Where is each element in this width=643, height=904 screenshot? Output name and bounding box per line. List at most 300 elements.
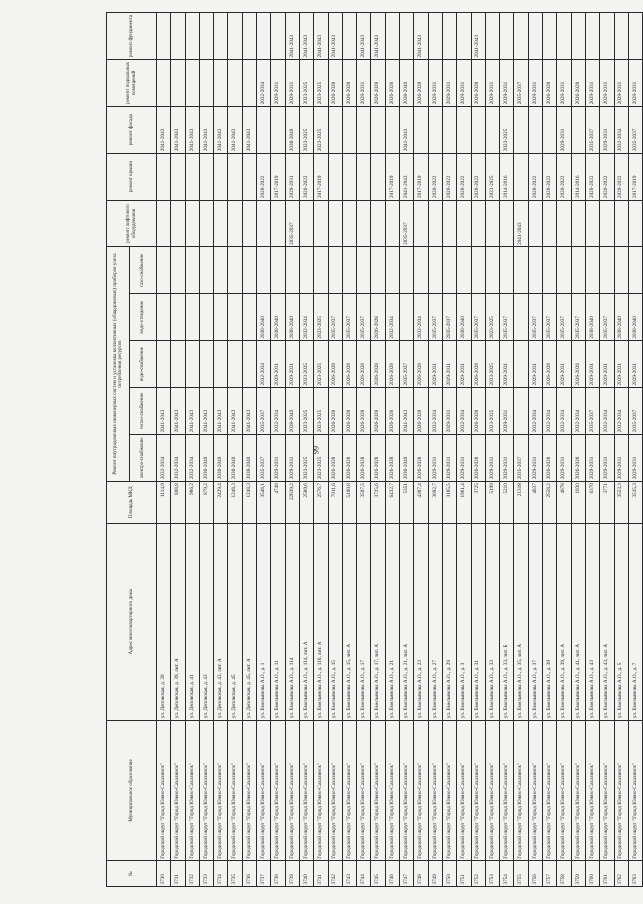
cell-municipality: Городской округ "Город Южно-Сахалинск" [628, 720, 642, 861]
cell-electro: 2032-2034 [157, 434, 171, 481]
cell-water: 2026-2028 [471, 341, 485, 388]
cell-heat: 2041-2043 [228, 387, 242, 434]
cell-area: 986,2 [185, 481, 199, 523]
cell-basement: 2029-2031 [442, 59, 456, 106]
cell-foundation [614, 13, 628, 60]
cell-water: 2029-2031 [500, 341, 514, 388]
cell-heat: 2026-2028 [357, 387, 371, 434]
cell-elevator [471, 200, 485, 247]
cell-elevator [600, 200, 614, 247]
cell-municipality: Городской округ "Город Южно-Сахалинск" [571, 720, 585, 861]
header-facade: ремонт фасада [107, 106, 157, 153]
cell-municipality: Городской округ "Город Южно-Сахалинск" [514, 720, 528, 861]
cell-facade [428, 106, 442, 153]
cell-electro: 2029-2031 [285, 434, 299, 481]
cell-municipality: Городской округ "Город Южно-Сахалинск" [199, 720, 213, 861]
cell-sewer: 2038-2040 [585, 294, 599, 341]
cell-facade: 2041-2043 [242, 106, 256, 153]
cell-address: ул. Емельянова А.О., д. 1 [257, 523, 271, 720]
table-row [628, 13, 642, 887]
cell-roof: 2020-2022 [543, 153, 557, 200]
cell-foundation [228, 13, 242, 60]
cell-gas [457, 247, 471, 294]
cell-elevator [271, 200, 285, 247]
header-basement: ремонт подвальных помещений [107, 59, 157, 106]
cell-area: 22839,2 [285, 481, 299, 523]
cell-heat: 2035-2037 [585, 387, 599, 434]
cell-num: 3732 [185, 861, 199, 887]
cell-area: 3546,1 [257, 481, 271, 523]
cell-sewer [199, 294, 213, 341]
cell-gas [485, 247, 499, 294]
cell-electro: 2038-2040 [199, 434, 213, 481]
cell-address: ул. Емельянова А.О., д. 17, лит. А [371, 523, 385, 720]
cell-elevator [571, 200, 585, 247]
cell-municipality: Городской округ "Город Южно-Сахалинск" [185, 720, 199, 861]
cell-roof [199, 153, 213, 200]
cell-heat: 2023-2025 [314, 387, 328, 434]
cell-facade [442, 106, 456, 153]
cell-address: ул. Емельянова А.О., д. 43, лит. А [600, 523, 614, 720]
cell-water: 2023-2025 [485, 341, 499, 388]
cell-facade [514, 106, 528, 153]
cell-elevator [614, 200, 628, 247]
cell-facade [271, 106, 285, 153]
cell-area: 4837 [528, 481, 542, 523]
cell-elevator [228, 200, 242, 247]
cell-sewer [171, 294, 185, 341]
header-roof: ремонт крыши [107, 153, 157, 200]
cell-area: 3185,5 [442, 481, 456, 523]
cell-electro: 2026-2028 [357, 434, 371, 481]
cell-address: ул. Емельянова А.О., д. 29 [442, 523, 456, 720]
cell-sewer: 2035-2037 [528, 294, 542, 341]
cell-water [228, 341, 242, 388]
cell-heat: 2032-2034 [571, 387, 585, 434]
table-row [385, 13, 399, 887]
cell-heat: 2032-2034 [528, 387, 542, 434]
cell-gas [385, 247, 399, 294]
table-row [342, 13, 356, 887]
cell-num: 3746 [385, 861, 399, 887]
cell-electro: 2038-2040 [228, 434, 242, 481]
cell-num: 3741 [314, 861, 328, 887]
cell-facade: 2035-2037 [628, 106, 642, 153]
cell-basement: 2032-2034 [257, 59, 271, 106]
cell-area: 2589,6 [299, 481, 313, 523]
cell-sewer: 2038-2040 [271, 294, 285, 341]
cell-basement: 2029-2031 [357, 59, 371, 106]
cell-facade [471, 106, 485, 153]
cell-basement: 2029-2031 [457, 59, 471, 106]
cell-heat: 2041-2043 [157, 387, 171, 434]
cell-basement: 2026-2028 [414, 59, 428, 106]
cell-foundation [628, 13, 642, 60]
cell-basement: 2026-2028 [371, 59, 385, 106]
cell-address: ул. Емельянова А.О., д. 114, лит. А [299, 523, 313, 720]
cell-area: 3725,6 [371, 481, 385, 523]
cell-address: ул. Деповская, д. 45, лит. А [242, 523, 256, 720]
cell-water: 2035-2037 [400, 341, 414, 388]
cell-num: 3743 [342, 861, 356, 887]
cell-electro: 2032-2034 [171, 434, 185, 481]
table-row [357, 13, 371, 887]
cell-num: 3733 [199, 861, 213, 887]
cell-water: 2029-2031 [271, 341, 285, 388]
cell-roof [514, 153, 528, 200]
cell-municipality: Городской округ "Город Южно-Сахалинск" [528, 720, 542, 861]
cell-area: 2558,2 [543, 481, 557, 523]
cell-num: 3748 [414, 861, 428, 887]
cell-area: 5190,8 [342, 481, 356, 523]
cell-gas [500, 247, 514, 294]
table-row [214, 13, 228, 887]
cell-basement: 2026-2028 [543, 59, 557, 106]
cell-num: 3735 [228, 861, 242, 887]
cell-roof: 2020-2022 [471, 153, 485, 200]
cell-basement [199, 59, 213, 106]
cell-facade [528, 106, 542, 153]
header-municipality: Муниципальное образование [107, 720, 157, 861]
cell-area: 3771 [600, 481, 614, 523]
table-row [199, 13, 213, 887]
cell-heat: 2032-2034 [614, 387, 628, 434]
cell-basement: 2029-2031 [585, 59, 599, 106]
cell-address: ул. Емельянова А.О., д. 11 [271, 523, 285, 720]
cell-facade: 2041-2043 [400, 106, 414, 153]
cell-roof: 2020-2022 [442, 153, 456, 200]
cell-municipality: Городской округ "Город Южно-Сахалинск" [500, 720, 514, 861]
cell-heat: 2032-2034 [600, 387, 614, 434]
cell-electro: 2029-2031 [442, 434, 456, 481]
cell-address: ул. Емельянова А.О., д. 7 [628, 523, 642, 720]
cell-foundation [557, 13, 571, 60]
cell-facade: 2029-2031 [600, 106, 614, 153]
table-row [543, 13, 557, 887]
cell-heat: 2041-2043 [242, 387, 256, 434]
cell-foundation [514, 13, 528, 60]
cell-roof: 2017-2019 [385, 153, 399, 200]
cell-facade [485, 106, 499, 153]
cell-municipality: Городской округ "Город Южно-Сахалинск" [400, 720, 414, 861]
cell-sewer: 2035-2037 [357, 294, 371, 341]
cell-sewer [157, 294, 171, 341]
cell-num: 3750 [442, 861, 456, 887]
cell-area: 21318 [514, 481, 528, 523]
cell-area: 1114,9 [157, 481, 171, 523]
cell-sewer: 2035-2037 [571, 294, 585, 341]
cell-water: 2023-2025 [314, 341, 328, 388]
cell-sewer: 2026-2028 [371, 294, 385, 341]
cell-foundation [214, 13, 228, 60]
cell-area: 1930 [571, 481, 585, 523]
cell-sewer [514, 294, 528, 341]
cell-area: 1248,3 [228, 481, 242, 523]
cell-roof [242, 153, 256, 200]
cell-sewer: 2038-2040 [628, 294, 642, 341]
cell-heat [514, 387, 528, 434]
cell-basement: 2035-2037 [514, 59, 528, 106]
cell-municipality: Городской округ "Город Южно-Сахалинск" [342, 720, 356, 861]
cell-sewer: 2023-2025 [485, 294, 499, 341]
cell-municipality: Городской округ "Город Южно-Сахалинск" [471, 720, 485, 861]
cell-sewer: 2035-2037 [328, 294, 342, 341]
cell-facade: 2041-2043 [228, 106, 242, 153]
cell-facade [342, 106, 356, 153]
cell-roof: 2017-2019 [314, 153, 328, 200]
cell-municipality: Городской округ "Город Южно-Сахалинск" [228, 720, 242, 861]
table-row [585, 13, 599, 887]
cell-water: 2026-2028 [328, 341, 342, 388]
cell-sewer: 2032-2034 [385, 294, 399, 341]
cell-elevator: 2035-2037 [285, 200, 299, 247]
cell-roof: 2020-2022 [614, 153, 628, 200]
cell-water: 2029-2031 [557, 341, 571, 388]
cell-address: ул. Деповская, д. 39, лит. А [171, 523, 185, 720]
cell-heat: 2041-2043 [400, 387, 414, 434]
cell-municipality: Городской округ "Город Южно-Сахалинск" [414, 720, 428, 861]
table-body [157, 13, 643, 887]
cell-foundation: 2041-2043 [285, 13, 299, 60]
cell-foundation: 2041-2043 [414, 13, 428, 60]
cell-elevator [342, 200, 356, 247]
cell-roof: 2029-2031 [285, 153, 299, 200]
cell-roof [371, 153, 385, 200]
cell-foundation: 2041-2043 [357, 13, 371, 60]
table-row [457, 13, 471, 887]
cell-basement [242, 59, 256, 106]
cell-num: 3744 [357, 861, 371, 887]
cell-elevator [528, 200, 542, 247]
cell-heat: 2026-2028 [371, 387, 385, 434]
cell-gas [614, 247, 628, 294]
cell-water: 2026-2028 [414, 341, 428, 388]
cell-basement: 2029-2031 [485, 59, 499, 106]
cell-electro: 2035-2037 [514, 434, 528, 481]
cell-basement [185, 59, 199, 106]
cell-foundation [257, 13, 271, 60]
cell-roof: 2017-2019 [414, 153, 428, 200]
header-foundation: ремонт фундамента [107, 13, 157, 60]
cell-heat: 2032-2034 [457, 387, 471, 434]
cell-heat: 2029-2031 [500, 387, 514, 434]
cell-num: 3747 [400, 861, 414, 887]
cell-municipality: Городской округ "Город Южно-Сахалинск" [314, 720, 328, 861]
cell-foundation [543, 13, 557, 60]
cell-foundation [585, 13, 599, 60]
cell-basement: 2029-2031 [628, 59, 642, 106]
table-row [171, 13, 185, 887]
cell-elevator [485, 200, 499, 247]
cell-water: 2029-2031 [585, 341, 599, 388]
cell-basement: 2038-2040 [400, 59, 414, 106]
page-number: 99 [311, 446, 321, 454]
cell-basement: 2029-2031 [614, 59, 628, 106]
cell-sewer: 2035-2037 [471, 294, 485, 341]
cell-num: 3736 [242, 861, 256, 887]
table-row [614, 13, 628, 887]
cell-roof [214, 153, 228, 200]
cell-basement: 2023-2025 [299, 59, 313, 106]
cell-electro: 2038-2040 [214, 434, 228, 481]
table-row [485, 13, 499, 887]
cell-gas [271, 247, 285, 294]
cell-gas [357, 247, 371, 294]
cell-sewer: 2035-2037 [600, 294, 614, 341]
cell-heat: 2026-2028 [328, 387, 342, 434]
cell-gas [571, 247, 585, 294]
cell-basement: 2026-2028 [328, 59, 342, 106]
cell-roof [185, 153, 199, 200]
cell-facade: 2041-2043 [199, 106, 213, 153]
cell-roof: 2020-2022 [585, 153, 599, 200]
cell-num: 3760 [585, 861, 599, 887]
cell-municipality: Городской округ "Город Южно-Сахалинск" [385, 720, 399, 861]
table-row [500, 13, 514, 887]
cell-facade [571, 106, 585, 153]
cell-area: 808,8 [171, 481, 185, 523]
cell-sewer: 2032-2034 [299, 294, 313, 341]
cell-roof: 2020-2022 [428, 153, 442, 200]
cell-roof [228, 153, 242, 200]
cell-water: 2029-2031 [600, 341, 614, 388]
cell-gas [342, 247, 356, 294]
cell-electro: 2029-2031 [428, 434, 442, 481]
cell-roof: 2041-2043 [400, 153, 414, 200]
cell-elevator [457, 200, 471, 247]
cell-num: 3756 [528, 861, 542, 887]
cell-basement [214, 59, 228, 106]
header-heat: тепло-снабжение [130, 387, 157, 434]
cell-electro: 2029-2031 [485, 434, 499, 481]
cell-num: 3734 [214, 861, 228, 887]
cell-facade [457, 106, 471, 153]
cell-roof: 2017-2019 [628, 153, 642, 200]
table-row [257, 13, 271, 887]
cell-address: ул. Емельянова А.О., д. 33, лит. Б [500, 523, 514, 720]
cell-elevator [385, 200, 399, 247]
cell-roof: 2020-2022 [257, 153, 271, 200]
cell-electro: 2026-2028 [414, 434, 428, 481]
cell-roof: 2017-2019 [271, 153, 285, 200]
cell-num: 3730 [157, 861, 171, 887]
cell-foundation: 2041-2043 [314, 13, 328, 60]
cell-electro: 2023-2025 [299, 434, 313, 481]
cell-municipality: Городской округ "Город Южно-Сахалинск" [328, 720, 342, 861]
cell-area: 7011,6 [328, 481, 342, 523]
cell-num: 3753 [485, 861, 499, 887]
cell-facade [385, 106, 399, 153]
cell-electro: 2035-2037 [257, 434, 271, 481]
cell-elevator [314, 200, 328, 247]
table-row [157, 13, 171, 887]
cell-water: 2026-2028 [385, 341, 399, 388]
header-area: Площадь МКД [107, 481, 157, 523]
cell-num: 3731 [171, 861, 185, 887]
cell-gas [585, 247, 599, 294]
cell-num: 3751 [457, 861, 471, 887]
cell-gas [299, 247, 313, 294]
cell-electro: 2038-2040 [242, 434, 256, 481]
cell-roof [357, 153, 371, 200]
cell-elevator [199, 200, 213, 247]
cell-basement: 2026-2028 [342, 59, 356, 106]
cell-gas [185, 247, 199, 294]
cell-heat: 2041-2043 [214, 387, 228, 434]
header-elevator: ремонт лифтового оборудования [107, 200, 157, 247]
cell-address: ул. Деповская, д. 43, лит. А [214, 523, 228, 720]
cell-basement: 2023-2025 [314, 59, 328, 106]
cell-gas [242, 247, 256, 294]
cell-foundation [199, 13, 213, 60]
cell-elevator [585, 200, 599, 247]
cell-address: ул. Емельянова А.О., д. 43 [585, 523, 599, 720]
cell-foundation: 2041-2043 [328, 13, 342, 60]
cell-foundation [171, 13, 185, 60]
header-sewer: водо-отведение [130, 294, 157, 341]
cell-water: 2026-2028 [543, 341, 557, 388]
cell-facade: 2041-2043 [214, 106, 228, 153]
cell-sewer [214, 294, 228, 341]
header-systems-group: Ремонт внутридомовых инженерных систем и установка коллективных (общедомовых) приборов учета потребления ресурсов [107, 247, 130, 481]
cell-water [157, 341, 171, 388]
cell-electro: 2029-2031 [628, 434, 642, 481]
rotated-sheet [106, 12, 638, 887]
cell-heat: 2026-2028 [471, 387, 485, 434]
cell-address: ул. Деповская, д. 39 [157, 523, 171, 720]
table-row [299, 13, 313, 887]
cell-elevator: 2041-2043 [514, 200, 528, 247]
cell-area: 3725 [471, 481, 485, 523]
cell-gas [257, 247, 271, 294]
cell-address: ул. Емельянова А.О., д. 39 [543, 523, 557, 720]
cell-heat: 2032-2034 [557, 387, 571, 434]
cell-electro: 2029-2031 [457, 434, 471, 481]
cell-basement: 2029-2031 [285, 59, 299, 106]
cell-gas [428, 247, 442, 294]
cell-heat: 2026-2028 [414, 387, 428, 434]
cell-roof: 2020-2022 [299, 153, 313, 200]
cell-water: 2026-2028 [342, 341, 356, 388]
cell-electro: 2029-2031 [585, 434, 599, 481]
table-row [600, 13, 614, 887]
cell-num: 3739 [285, 861, 299, 887]
cell-foundation [600, 13, 614, 60]
cell-sewer: 2038-2040 [285, 294, 299, 341]
cell-gas [528, 247, 542, 294]
cell-electro: 2026-2028 [543, 434, 557, 481]
cell-gas [442, 247, 456, 294]
cell-address: ул. Емельянова А.О., д. 39, лит. А [557, 523, 571, 720]
cell-gas [285, 247, 299, 294]
cell-area: 5199 [485, 481, 499, 523]
cell-gas [414, 247, 428, 294]
cell-num: 3755 [514, 861, 528, 887]
cell-elevator [500, 200, 514, 247]
cell-num: 3752 [471, 861, 485, 887]
cell-area: 6432,7 [385, 481, 399, 523]
cell-gas [628, 247, 642, 294]
cell-municipality: Городской округ "Город Южно-Сахалинск" [585, 720, 599, 861]
cell-area: 5210 [500, 481, 514, 523]
cell-roof [171, 153, 185, 200]
cell-facade: 2038-2040 [285, 106, 299, 153]
cell-elevator [442, 200, 456, 247]
cell-electro: 2026-2028 [342, 434, 356, 481]
cell-elevator [157, 200, 171, 247]
cell-municipality: Городской округ "Город Южно-Сахалинск" [371, 720, 385, 861]
cell-basement: 2026-2028 [385, 59, 399, 106]
